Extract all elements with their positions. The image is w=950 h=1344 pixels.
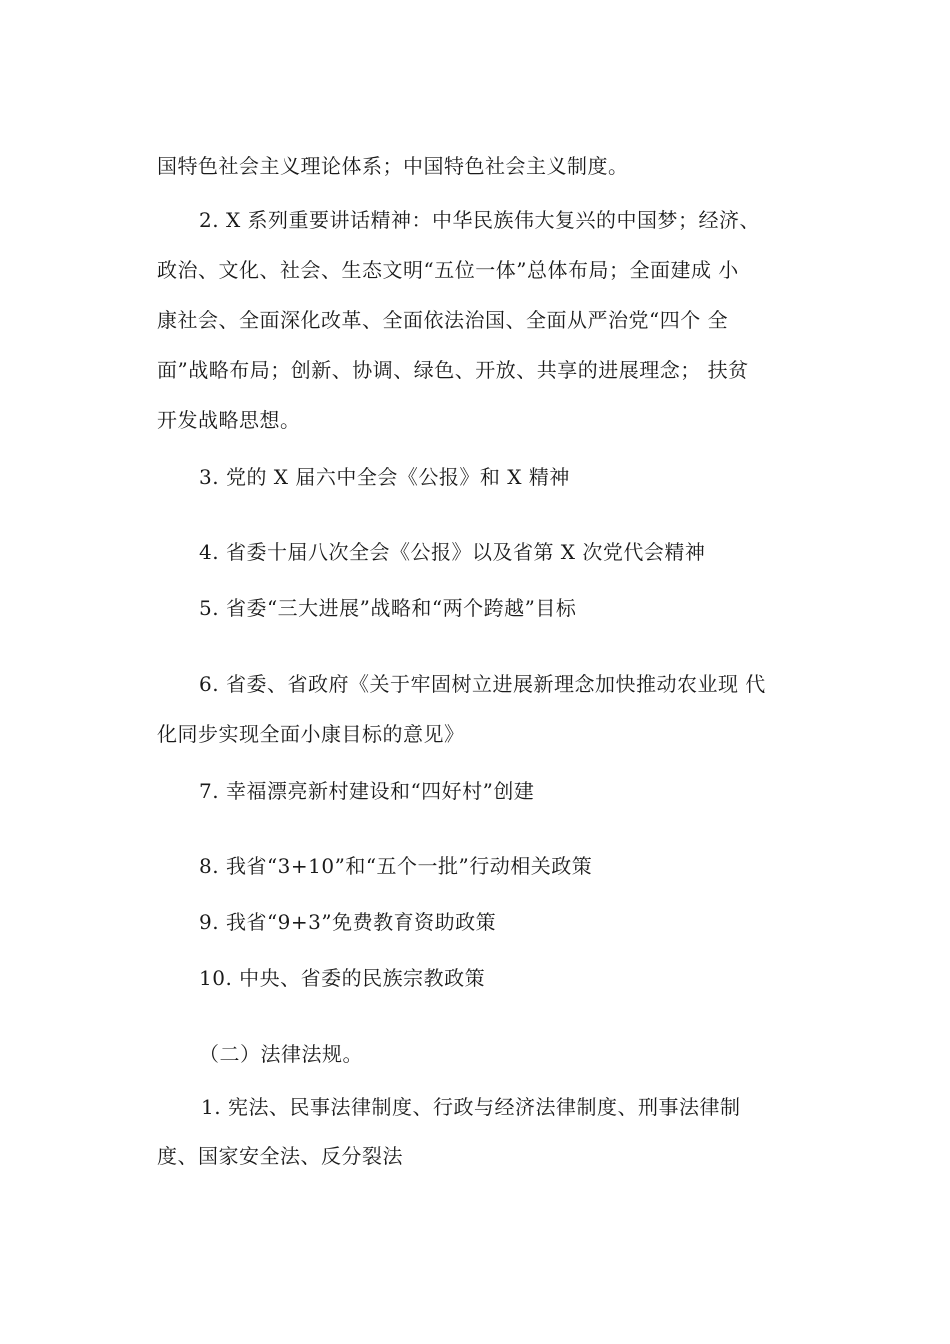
text-line-1: 国特色社会主义理论体系；中国特色社会主义制度。 <box>157 154 629 178</box>
list-item-10: 10. 中央、省委的民族宗教政策 <box>199 966 486 990</box>
list-item-8: 8. 我省“3+10”和“五个一批”行动相关政策 <box>199 854 593 878</box>
list-item-law-1: 1. 宪法、民事法律制度、行政与经济法律制度、刑事法律制 <box>201 1095 741 1119</box>
list-item-5: 5. 省委“三大进展”战略和“两个跨越”目标 <box>199 596 577 620</box>
section-heading: （二）法律法规。 <box>199 1042 363 1066</box>
text-line-3: 政治、文化、社会、生态文明“五位一体”总体布局；全面建成 小 <box>157 258 739 282</box>
text-line-5: 面”战略布局；创新、协调、绿色、开放、共享的进展理念； 扶贫 <box>157 358 749 382</box>
list-item-4: 4. 省委十届八次全会《公报》以及省第 X 次党代会精神 <box>199 540 706 564</box>
list-item-6: 6. 省委、省政府《关于牢固树立进展新理念加快推动农业现 代 <box>199 672 766 696</box>
text-line-18: 度、国家安全法、反分裂法 <box>157 1144 403 1168</box>
text-line-6: 开发战略思想。 <box>157 408 301 432</box>
list-item-2: 2. X 系列重要讲话精神：中华民族伟大复兴的中国梦；经济、 <box>199 208 761 232</box>
text-line-11: 化同步实现全面小康目标的意见》 <box>157 722 465 746</box>
list-item-9: 9. 我省“9+3”免费教育资助政策 <box>199 910 497 934</box>
text-line-4: 康社会、全面深化改革、全面依法治国、全面从严治党“四个 全 <box>157 308 729 332</box>
list-item-7: 7. 幸福漂亮新村建设和“四好村”创建 <box>199 779 535 803</box>
list-item-3: 3. 党的 X 届六中全会《公报》和 X 精神 <box>199 465 570 489</box>
